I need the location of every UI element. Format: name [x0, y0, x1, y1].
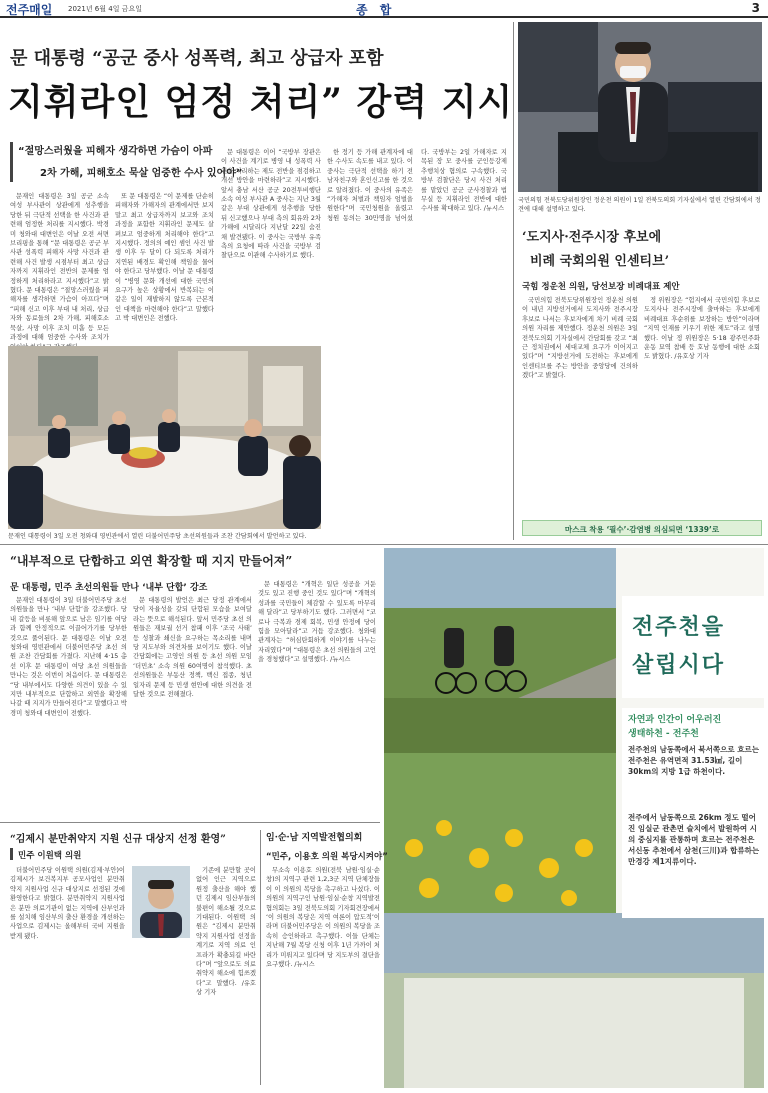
ad-body-1: 전주천의 남동쪽에서 북서쪽으로 흐르는 전주천은 유역면적 31.53㎢, 길이 30km의 지방 1급 하천이다.: [628, 745, 759, 776]
notice-text: 마스크 착용 ‘필수’·감염병 의심되면 ‘1339’로: [564, 525, 720, 534]
mid-column-2: 문 대통령의 발언은 최근 당정 관계에서 당이 자율성을 갖되 단합된 모습을 보여달라는 뜻으로 해석된다. 앞서 민주당 초선 의원들은 재보궐 선거 참패 이후 ‘조국 사태’ 등 성찰과 쇄신을 요구하는 목소리를 내며 당 지도부와 의견차를 보이기도 했다. 이날 간담회에는 고영인 의원 등 초선 의원 모임 ‘더민초’ 소속 의원 60여명이 참석했다. 초선의원들은 부동산 정책, 백신 접종, 청년 일자리 문제 등 민생 현안에 대한 의견을 전달한 것으로 전해졌다.: [133, 597, 252, 699]
right-subhead: 국힘 정운천 의원, 당선보장 비례대표 제안: [522, 282, 680, 292]
bottom-left-kicker: “김제시 분만취약지 지원 신규 대상지 선정 환영”: [10, 834, 226, 845]
lead-subhead-1: “절망스러웠을 피해자 생각하면 가슴이 아파: [18, 146, 213, 157]
bottom-mid-column-1: 무소속 이용호 의원(전북 남원·임실·순창)의 지역구 관련 1,2,3군 지역 단체장들이 이 의원의 복당을 촉구하고 나섰다. 이 의원의 지역구인 남원·임실·순창 지역발전협의회는 3일 전북도의회 기자회견장에서 ‘이 의원의 복당은 지역 여론이 압도적’이라며 더불어민주당은 이 의원의 복당을 조속히 승인하라고 촉구했다. 이들 단체는 지난해 7월 복당 신청 이후 1년 가까이 처리가 미뤄지고 있다며 당 지도부의 결단을 요구했다. /뉴시스: [266, 867, 380, 969]
ad-body-2: 전주에서 남동쪽으로 26km 정도 떨어진 임실군 관촌면 슬치에서 발원하여 시의 중심지를 관통하며 흐르는 전주천은 서신동 추천에서 삼천(三川)과 합류하는 만경강 제1지류이다.: [628, 813, 760, 866]
meeting-photo: [8, 346, 321, 529]
mid-column-3: 문 대통령은 “개혁은 일단 성공을 거둔 것도 있고 진행 중인 것도 있다”며 “개혁의 성과를 국민들이 체감할 수 있도록 마무리해 달라”고 당부하기도 했다. 그러면서 “코로나 극복과 경제 회복, 민생 안정에 당이 힘을 모아달라”고 거듭 강조했다. 청와대 관계자는 “허심탄회하게 이야기를 나누는 자리였다”며 “대통령은 초선 의원들의 고언을 경청했다”고 설명했다. /뉴시스: [258, 581, 376, 664]
ad-title-1: 전주천을: [632, 614, 726, 640]
ad-heading-1: 자연과 인간이 어우러진: [628, 715, 722, 725]
lead-column-2: 또 문 대통령은 “이 문제를 단순히 피해자와 가해자의 관계에서만 보지 말고 최고 상급자까지 보고와 조치 과정을 포함한 지휘라인 문제도 살펴보고 엄중하게 처리해야 한다”고 지시했다. 정의의 예인 셈인 사건 발생 이후 두 달이 다 되도록 처리가 지연된 배경도 확인해 책임을 물어야 한다고 당부했다. 이날 문 대통령이 “병영 문화 개선에 대한 국민의 요구가 높은 상황에서 반복되는 이 같은 일이 재발하지 않도록 근본적인 대책을 마련해야 한다”고 말했다고 박 대변인은 전했다.: [115, 193, 214, 323]
bottom-left-subhead-bar: [10, 848, 13, 860]
politician-photo-caption: 국민의힘 전북도당위원장인 정운천 의원이 1일 전북도의회 기자실에서 열린 간담회에서 정견에 대해 설명하고 있다.: [518, 197, 761, 213]
lead-subhead-bar: [10, 142, 13, 182]
masthead-logo: 전주매일: [6, 3, 53, 17]
section-rule-1: [0, 544, 768, 545]
bottom-mid-subhead: “민주, 이용호 의원 복당시켜야”: [266, 852, 388, 862]
ad-title-2: 살립시다: [632, 652, 726, 678]
lead-column-1: 문재인 대통령은 3일 공군 소속 여성 부사관이 상관에게 성추행을 당한 뒤 극단적 선택을 한 사건과 관련해 엄정한 처리를 지시했다. 박경미 청와대 대변인은 이날 오전 서면브리핑을 통해 “문 대통령은 공군 부사관 성폭력 피해자 사망 사건과 관련해 사건 발생 시점부터 최고 상급자까지 지휘라인 전반의 문제를 엄정하게 처리하라고 지시했다”고 밝혔다. 문 대통령은 “절망스러웠을 피해자를 생각하면 가슴이 아프다”며 “피해 신고 이후 부대 내 처리, 상급자와 동료들의 2차 가해, 피해호소 묵살, 사망 이후 조치 미흡 등 모든 과정에 대해 엄중한 수사와 조치가: [10, 193, 109, 342]
right-kicker: ‘도지사·전주시장 후보에: [522, 230, 662, 245]
mp-portrait-photo: [132, 866, 190, 938]
politician-photo: [518, 22, 762, 192]
section-rule-2: [0, 822, 380, 823]
mid-column-1: 문재인 대통령이 3일 더불어민주당 초선 의원들을 만나 ‘내부 단합’을 강조했다. 당내 갈등을 비롯해 앞으로 남은 임기를 여당과 함께 안정적으로 이끌어가기를 당부한 것으로 풀이된다. 문 대통령은 이날 오전 청와대 영빈관에서 더불어민주당 초선 의원 조찬 간담회를 가졌다. 지난해 4·15 총선 이후 문 대통령이 여당 초선 의원들을 만나는 것은 이번이 처음이다. 문 대통령은 “당 내부에서도 다양한 의견이 있을 수 있지만 내부적으로 단합하고 외연을 확장해 나갈 때 지지가 만들어진다”고 말했다고 박경미 청와대 대변인이 전했다.: [10, 597, 127, 717]
masthead: [0, 0, 768, 18]
bottom-left-subhead: 민주 이원택 의원: [18, 851, 82, 861]
section-title: 종 합: [356, 3, 396, 17]
mid-kicker: “내부적으로 단합하고 외연 확장할 때 지지 만들어져”: [10, 554, 293, 568]
lead-column-3: 문 대통령은 이어 “국방부 장관은 이 사건을 계기로 병영 내 성폭력 사건을 처리하는 제도 전반을 점검하고 개선 방안을 마련하라”고 지시했다. 앞서 충남 서산 공군 20전투비행단 소속 여성 부사관 A 중사는 지난 3월 같은 부대 상관에게 성추행을 당한 뒤 신고했으나 부대 측의 회유와 2차 가해에 시달리다 지난달 22일 숨진 채 발견됐다. 이 중사는 국방부 유족 측의 요청에 따라 사건을 국방부 검찰단으로 이관해 수사하기로 했다.: [221, 149, 321, 260]
page-number: 3: [751, 1, 760, 15]
column-divider-2: [260, 830, 261, 1085]
masthead-date: 2021년 6월 4일 금요일: [68, 5, 142, 13]
column-divider: [513, 22, 514, 540]
ad-title-box: [622, 596, 764, 696]
notice-banner: [522, 520, 762, 536]
lead-subhead-2: 2차 가해, 피해호소 묵살 엄중한 수사 있어야”: [40, 168, 243, 179]
meeting-photo-caption: 문재인 대통령이 3일 오전 청와대 영빈관에서 열린 더불어민주당 초선의원들과 조찬 간담회에서 발언하고 있다.: [8, 533, 307, 540]
lead-headline: 지휘라인 엄정 처리” 강력 지시: [8, 81, 514, 123]
right-column-1: 국민의힘 전북도당위원장인 정운천 의원이 내년 지방선거에서 도지사와 전주시장 후보로 나서는 후보자에게 차기 비례 국회의원 자리를 제안했다. 정운천 의원은 3일 전북도의회 기자실에서 간담회를 갖고 “최근 정치권에서 세대교체 요구가 이어지고 있다”며 “지방선거에 도전하는 후보에게 인센티브를 주는 방안을 중앙당에 건의하겠다”고 밝혔다.: [522, 297, 638, 380]
bottom-left-column-2: 기존에 분만할 곳이 없어 인근 지역으로 원정 출산을 해야 했던 김제시 임산부들의 불편이 해소될 것으로 기대된다. 이원택 의원은 “김제시 분만취약지 지원사업 선정을 계기로 지역 의료 인프라가 확충되길 바란다”며 “앞으로도 의료 취약지 해소에 힘쓰겠다”고 말했다. /유호상 기자: [196, 867, 256, 997]
right-headline: 비례 국회의원 인센티브’: [530, 254, 670, 269]
lead-column-4: 한 정기 등 가해 관계자에 대한 수사도 속도를 내고 있다. 이 중사는 극단적 선택을 하기 전 남자친구와 혼인신고를 한 것으로 알려졌다. 이 중사의 유족은 “가해자 처벌과 책임자 엄벌을 원한다”며 국민청원을 올렸고 청원 동의는 30만명을 넘어섰다. 국방부는 2일 가해자로 지목된 장 모 중사를 군인등강제추행치상 혐의로 구속했다. 국방부 검찰단은 당시 사건 처리를 맡았던 공군 군사경찰과 법무실 등 지휘라인 전반에 대한 수사를 확대하고 있다. /뉴시스: [327, 149, 507, 222]
lead-kicker: 문 대통령 “공군 중사 성폭력, 최고 상급자 포함: [10, 48, 384, 69]
ad-heading-2: 생태하천 - 전주천: [628, 729, 699, 739]
mid-subhead: 문 대통령, 민주 초선의원들 만나 ‘내부 단합’ 강조: [10, 583, 208, 593]
right-column-2: 정 위원장은 “험지에서 국민의힘 후보로 도지사나 전주시장에 출마하는 후보에게 비례대표 후순위를 보장하는 방안”이라며 “지역 인재를 키우기 위한 제도”라고 설명했다. 이날 정 위원장은 5·18 광주민주화운동 묘역 참배 등 호남 동행에 대한 소회도 밝혔다. /유호상 기자: [644, 297, 760, 361]
bottom-mid-kicker: 임·순·남 지역발전협의회: [266, 833, 363, 843]
bottom-left-column-1: 더불어민주당 이원택 의원(김제·부안)이 김제시가 보건복지부 공모사업인 분만취약지 지원사업 신규 대상지로 선정된 것에 환영한다고 밝혔다. 분만취약지 지원사업은 분만 의료기관이 없는 지역에 산부인과를 설치해 임산부의 출산 환경을 개선하는 사업으로 김제시는 올해부터 국비 지원을 받게 됐다.: [10, 867, 125, 940]
